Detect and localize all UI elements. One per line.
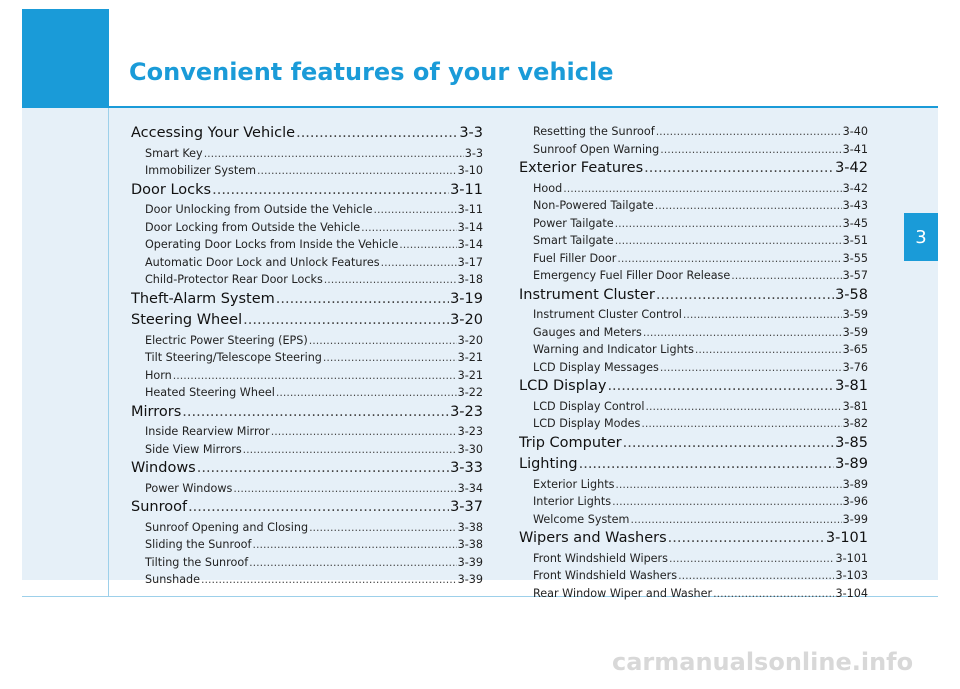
toc-entry-label: LCD Display Messages bbox=[533, 360, 659, 374]
toc-subsection-entry[interactable] bbox=[519, 250, 868, 268]
toc-subsection-entry[interactable] bbox=[519, 123, 868, 141]
toc-subsection-entry[interactable] bbox=[131, 254, 483, 272]
toc-section-entry[interactable] bbox=[519, 454, 868, 476]
toc-entry-label: Side View Mirrors bbox=[145, 442, 242, 456]
toc-entry-label: Emergency Fuel Filler Door Release bbox=[533, 269, 731, 282]
toc-dot-leader bbox=[233, 480, 456, 498]
toc-entry-label: Smart Tailgate bbox=[533, 234, 614, 247]
toc-entry-page: 3-40 bbox=[842, 125, 868, 138]
toc-entry-label: Sunshade bbox=[145, 573, 201, 586]
toc-dot-leader bbox=[201, 571, 457, 589]
toc-entry-page: 3-37 bbox=[450, 499, 483, 515]
toc-dot-leader bbox=[612, 493, 841, 511]
toc-subsection-entry[interactable] bbox=[519, 550, 868, 568]
margin-divider bbox=[108, 108, 109, 597]
toc-subsection-entry[interactable] bbox=[131, 384, 483, 402]
toc-dot-leader bbox=[276, 384, 457, 402]
toc-entry-page: 3-101 bbox=[835, 551, 868, 565]
toc-dot-leader bbox=[678, 567, 834, 585]
toc-subsection-entry[interactable] bbox=[519, 585, 868, 603]
toc-section-entry[interactable] bbox=[131, 497, 483, 519]
toc-dot-leader bbox=[204, 145, 464, 163]
toc-dot-leader bbox=[309, 332, 457, 350]
toc-entry-label: Trip Computer bbox=[519, 434, 622, 451]
toc-entry-page: 3-17 bbox=[457, 255, 483, 269]
toc-dot-leader bbox=[309, 519, 457, 537]
chapter-tab[interactable]: 3 bbox=[904, 213, 938, 261]
toc-dot-leader bbox=[669, 550, 835, 568]
toc-subsection-entry[interactable] bbox=[519, 341, 868, 359]
toc-dot-leader bbox=[188, 497, 449, 519]
toc-entry-page: 3-39 bbox=[457, 573, 483, 586]
toc-dot-leader bbox=[615, 215, 842, 233]
toc-dot-leader bbox=[660, 141, 841, 159]
toc-entry-label: Immobilizer System bbox=[145, 164, 256, 177]
toc-entry-page: 3-23 bbox=[450, 403, 483, 420]
toc-entry-label: LCD Display Modes bbox=[533, 417, 641, 430]
toc-entry-label: Steering Wheel bbox=[131, 312, 243, 328]
toc-entry-page: 3-76 bbox=[842, 360, 868, 374]
toc-subsection-entry[interactable] bbox=[131, 571, 483, 589]
toc-entry-page: 3-103 bbox=[835, 569, 868, 582]
toc-dot-leader bbox=[323, 349, 457, 367]
toc-subsection-entry[interactable] bbox=[519, 359, 868, 377]
toc-section-entry[interactable] bbox=[519, 376, 868, 398]
toc-entry-page: 3-104 bbox=[835, 586, 868, 600]
toc-entry-label: Non-Powered Tailgate bbox=[533, 199, 654, 212]
toc-subsection-entry[interactable] bbox=[131, 201, 483, 219]
toc-dot-leader bbox=[563, 180, 841, 198]
toc-entry-page: 3-99 bbox=[842, 512, 868, 526]
toc-subsection-entry[interactable] bbox=[519, 567, 868, 585]
toc-dot-leader bbox=[668, 528, 825, 550]
toc-entry-page: 3-89 bbox=[835, 456, 868, 472]
toc-dot-leader bbox=[197, 458, 449, 480]
toc-entry-label: Exterior Features bbox=[519, 160, 644, 176]
toc-entry-label: Sunroof Open Warning bbox=[533, 142, 660, 156]
toc-section-entry[interactable] bbox=[131, 123, 483, 145]
toc-entry-label: LCD Display bbox=[519, 378, 607, 394]
toc-entry-label: Welcome System bbox=[533, 512, 630, 526]
toc-entry-page: 3-3 bbox=[459, 125, 483, 141]
toc-entry-page: 3-43 bbox=[842, 199, 868, 212]
toc-entry-label: Operating Door Locks from Inside the Vehicle bbox=[145, 238, 399, 251]
toc-entry-page: 3-22 bbox=[457, 386, 483, 399]
toc-entry-label: Accessing Your Vehicle bbox=[131, 125, 296, 141]
toc-entry-page: 3-11 bbox=[450, 181, 483, 198]
toc-entry-page: 3-20 bbox=[450, 312, 483, 328]
toc-entry-label: Sunroof bbox=[131, 499, 188, 515]
toc-entry-page: 3-14 bbox=[457, 238, 483, 251]
toc-entry-label: Windows bbox=[131, 460, 196, 476]
toc-entry-page: 3-34 bbox=[457, 481, 483, 495]
toc-dot-leader bbox=[660, 359, 842, 377]
toc-dot-leader bbox=[645, 398, 841, 416]
toc-entry-label: Sliding the Sunroof bbox=[145, 538, 252, 551]
toc-dot-leader bbox=[579, 454, 834, 476]
toc-subsection-entry[interactable] bbox=[131, 367, 483, 385]
toc-entry-label: Power Windows bbox=[145, 481, 233, 495]
toc-section-entry[interactable] bbox=[131, 289, 483, 311]
toc-dot-leader bbox=[324, 271, 457, 289]
toc-subsection-entry[interactable] bbox=[131, 519, 483, 537]
toc-subsection-entry[interactable] bbox=[519, 141, 868, 159]
toc-dot-leader bbox=[630, 511, 841, 529]
toc-entry-page: 3-89 bbox=[842, 477, 868, 491]
toc-entry-page: 3-30 bbox=[457, 442, 483, 456]
toc-entry-label: Sunroof Opening and Closing bbox=[145, 520, 309, 534]
toc-subsection-entry[interactable] bbox=[131, 423, 483, 441]
toc-entry-label: Fuel Filler Door bbox=[533, 251, 617, 265]
toc-subsection-entry[interactable] bbox=[519, 493, 868, 511]
toc-dot-leader bbox=[623, 433, 834, 455]
toc-entry-label: Exterior Lights bbox=[533, 477, 615, 491]
toc-entry-label: Front Windshield Washers bbox=[533, 569, 678, 582]
page-title: Convenient features of your vehicle bbox=[129, 58, 614, 86]
toc-entry-label: Door Unlocking from Outside the Vehicle bbox=[145, 203, 373, 216]
toc-entry-page: 3-10 bbox=[457, 164, 483, 177]
watermark-text: carmanualsonline.info bbox=[612, 648, 914, 676]
title-underline bbox=[22, 106, 938, 108]
toc-entry-label: Instrument Cluster bbox=[519, 286, 655, 303]
toc-subsection-entry[interactable] bbox=[519, 415, 868, 433]
toc-entry-label: Front Windshield Wipers bbox=[533, 551, 668, 565]
toc-entry-label: Door Locks bbox=[131, 181, 212, 198]
toc-entry-label: Wipers and Washers bbox=[519, 530, 667, 546]
toc-subsection-entry[interactable] bbox=[131, 236, 483, 254]
toc-dot-leader bbox=[731, 267, 841, 285]
toc-subsection-entry[interactable] bbox=[519, 267, 868, 285]
toc-section-entry[interactable] bbox=[131, 310, 483, 332]
toc-subsection-entry[interactable] bbox=[131, 162, 483, 180]
toc-entry-label: Instrument Cluster Control bbox=[533, 308, 682, 321]
toc-dot-leader bbox=[399, 236, 456, 254]
toc-dot-leader bbox=[257, 162, 457, 180]
toc-entry-page: 3-21 bbox=[457, 351, 483, 364]
toc-entry-label: Child-Protector Rear Door Locks bbox=[145, 273, 323, 286]
toc-dot-leader bbox=[617, 250, 841, 268]
toc-subsection-entry[interactable] bbox=[519, 306, 868, 324]
toc-subsection-entry[interactable] bbox=[131, 145, 483, 163]
toc-subsection-entry[interactable] bbox=[131, 536, 483, 554]
toc-entry-label: Mirrors bbox=[131, 403, 182, 420]
toc-dot-leader bbox=[296, 123, 458, 145]
toc-entry-label: Tilt Steering/Telescope Steering bbox=[145, 351, 322, 364]
toc-section-entry[interactable] bbox=[519, 528, 868, 550]
toc-entry-label: Automatic Door Lock and Unlock Features bbox=[145, 255, 380, 269]
toc-subsection-entry[interactable] bbox=[519, 476, 868, 494]
toc-entry-page: 3-20 bbox=[457, 333, 483, 347]
toc-entry-page: 3-23 bbox=[457, 425, 483, 438]
toc-subsection-entry[interactable] bbox=[131, 271, 483, 289]
toc-column-right bbox=[519, 123, 868, 602]
toc-dot-leader bbox=[252, 536, 456, 554]
toc-dot-leader bbox=[656, 285, 834, 307]
toc-entry-label: Interior Lights bbox=[533, 495, 612, 508]
toc-entry-page: 3-21 bbox=[457, 368, 483, 382]
toc-entry-page: 3-51 bbox=[842, 234, 868, 247]
toc-subsection-entry[interactable] bbox=[519, 232, 868, 250]
toc-subsection-entry[interactable] bbox=[131, 332, 483, 350]
toc-dot-leader bbox=[243, 310, 449, 332]
toc-dot-leader bbox=[656, 123, 842, 141]
toc-dot-leader bbox=[655, 197, 842, 215]
toc-entry-label: Smart Key bbox=[145, 146, 203, 160]
toc-entry-page: 3-65 bbox=[842, 343, 868, 356]
toc-entry-label: Heated Steering Wheel bbox=[145, 386, 275, 399]
toc-subsection-entry[interactable] bbox=[519, 324, 868, 342]
toc-entry-label: Inside Rearview Mirror bbox=[145, 425, 270, 438]
toc-dot-leader bbox=[695, 341, 842, 359]
toc-entry-page: 3-11 bbox=[457, 203, 483, 216]
toc-dot-leader bbox=[271, 423, 457, 441]
toc-entry-label: Electric Power Steering (EPS) bbox=[145, 333, 308, 347]
toc-section-entry[interactable] bbox=[131, 402, 483, 424]
toc-dot-leader bbox=[643, 324, 842, 342]
toc-entry-page: 3-38 bbox=[457, 520, 483, 534]
toc-section-entry[interactable] bbox=[519, 285, 868, 307]
toc-entry-label: Warning and Indicator Lights bbox=[533, 343, 694, 356]
toc-dot-leader bbox=[361, 219, 457, 237]
toc-entry-page: 3-82 bbox=[842, 417, 868, 430]
toc-subsection-entry[interactable] bbox=[131, 441, 483, 459]
toc-subsection-entry[interactable] bbox=[131, 480, 483, 498]
toc-subsection-entry[interactable] bbox=[519, 180, 868, 198]
toc-section-entry[interactable] bbox=[131, 180, 483, 202]
toc-dot-leader bbox=[644, 158, 834, 180]
toc-dot-leader bbox=[615, 476, 841, 494]
toc-dot-leader bbox=[683, 306, 842, 324]
toc-subsection-entry[interactable] bbox=[131, 554, 483, 572]
toc-entry-page: 3-3 bbox=[464, 146, 483, 160]
toc-entry-page: 3-81 bbox=[842, 399, 868, 413]
toc-entry-page: 3-41 bbox=[842, 142, 868, 156]
toc-dot-leader bbox=[182, 402, 449, 424]
toc-subsection-entry[interactable] bbox=[131, 219, 483, 237]
toc-subsection-entry[interactable] bbox=[519, 511, 868, 529]
toc-entry-page: 3-19 bbox=[450, 290, 483, 307]
toc-entry-label: Lighting bbox=[519, 456, 578, 472]
toc-entry-label: Tilting the Sunroof bbox=[145, 555, 249, 569]
toc-entry-page: 3-33 bbox=[450, 460, 483, 476]
toc-dot-leader bbox=[641, 415, 841, 433]
toc-entry-label: Horn bbox=[145, 368, 172, 382]
toc-dot-leader bbox=[243, 441, 457, 459]
toc-entry-page: 3-18 bbox=[457, 273, 483, 286]
toc-dot-leader bbox=[249, 554, 456, 572]
toc-entry-page: 3-96 bbox=[842, 495, 868, 508]
toc-subsection-entry[interactable] bbox=[519, 197, 868, 215]
toc-dot-leader bbox=[607, 376, 834, 398]
toc-dot-leader bbox=[373, 201, 456, 219]
toc-subsection-entry[interactable] bbox=[519, 398, 868, 416]
toc-entry-page: 3-101 bbox=[825, 530, 868, 546]
toc-entry-page: 3-45 bbox=[842, 216, 868, 230]
toc-dot-leader bbox=[276, 289, 449, 311]
toc-entry-page: 3-59 bbox=[842, 308, 868, 321]
toc-dot-leader bbox=[713, 585, 834, 603]
toc-section-entry[interactable] bbox=[131, 458, 483, 480]
toc-section-entry[interactable] bbox=[519, 433, 868, 455]
toc-entry-label: Theft-Alarm System bbox=[131, 290, 275, 307]
toc-column-left bbox=[131, 123, 483, 589]
toc-entry-label: Power Tailgate bbox=[533, 216, 614, 230]
toc-entry-page: 3-81 bbox=[835, 378, 868, 394]
chapter-color-block bbox=[22, 9, 109, 108]
toc-entry-page: 3-42 bbox=[835, 160, 868, 176]
toc-dot-leader bbox=[212, 180, 449, 202]
toc-subsection-entry[interactable] bbox=[131, 349, 483, 367]
toc-entry-page: 3-14 bbox=[457, 220, 483, 234]
toc-entry-page: 3-85 bbox=[835, 434, 868, 451]
toc-entry-page: 3-39 bbox=[457, 555, 483, 569]
toc-entry-page: 3-42 bbox=[842, 181, 868, 195]
toc-entry-page: 3-57 bbox=[842, 269, 868, 282]
toc-entry-label: Rear Window Wiper and Washer bbox=[533, 586, 713, 600]
toc-entry-label: Door Locking from Outside the Vehicle bbox=[145, 220, 361, 234]
toc-dot-leader bbox=[173, 367, 457, 385]
toc-subsection-entry[interactable] bbox=[519, 215, 868, 233]
toc-entry-label: Hood bbox=[533, 181, 563, 195]
toc-entry-page: 3-59 bbox=[842, 325, 868, 339]
toc-section-entry[interactable] bbox=[519, 158, 868, 180]
toc-entry-page: 3-55 bbox=[842, 251, 868, 265]
toc-dot-leader bbox=[615, 232, 842, 250]
toc-dot-leader bbox=[381, 254, 457, 272]
toc-entry-page: 3-58 bbox=[835, 286, 868, 303]
toc-entry-label: LCD Display Control bbox=[533, 399, 645, 413]
toc-entry-label: Gauges and Meters bbox=[533, 325, 642, 339]
toc-entry-label: Resetting the Sunroof bbox=[533, 125, 655, 138]
toc-entry-page: 3-38 bbox=[457, 538, 483, 551]
